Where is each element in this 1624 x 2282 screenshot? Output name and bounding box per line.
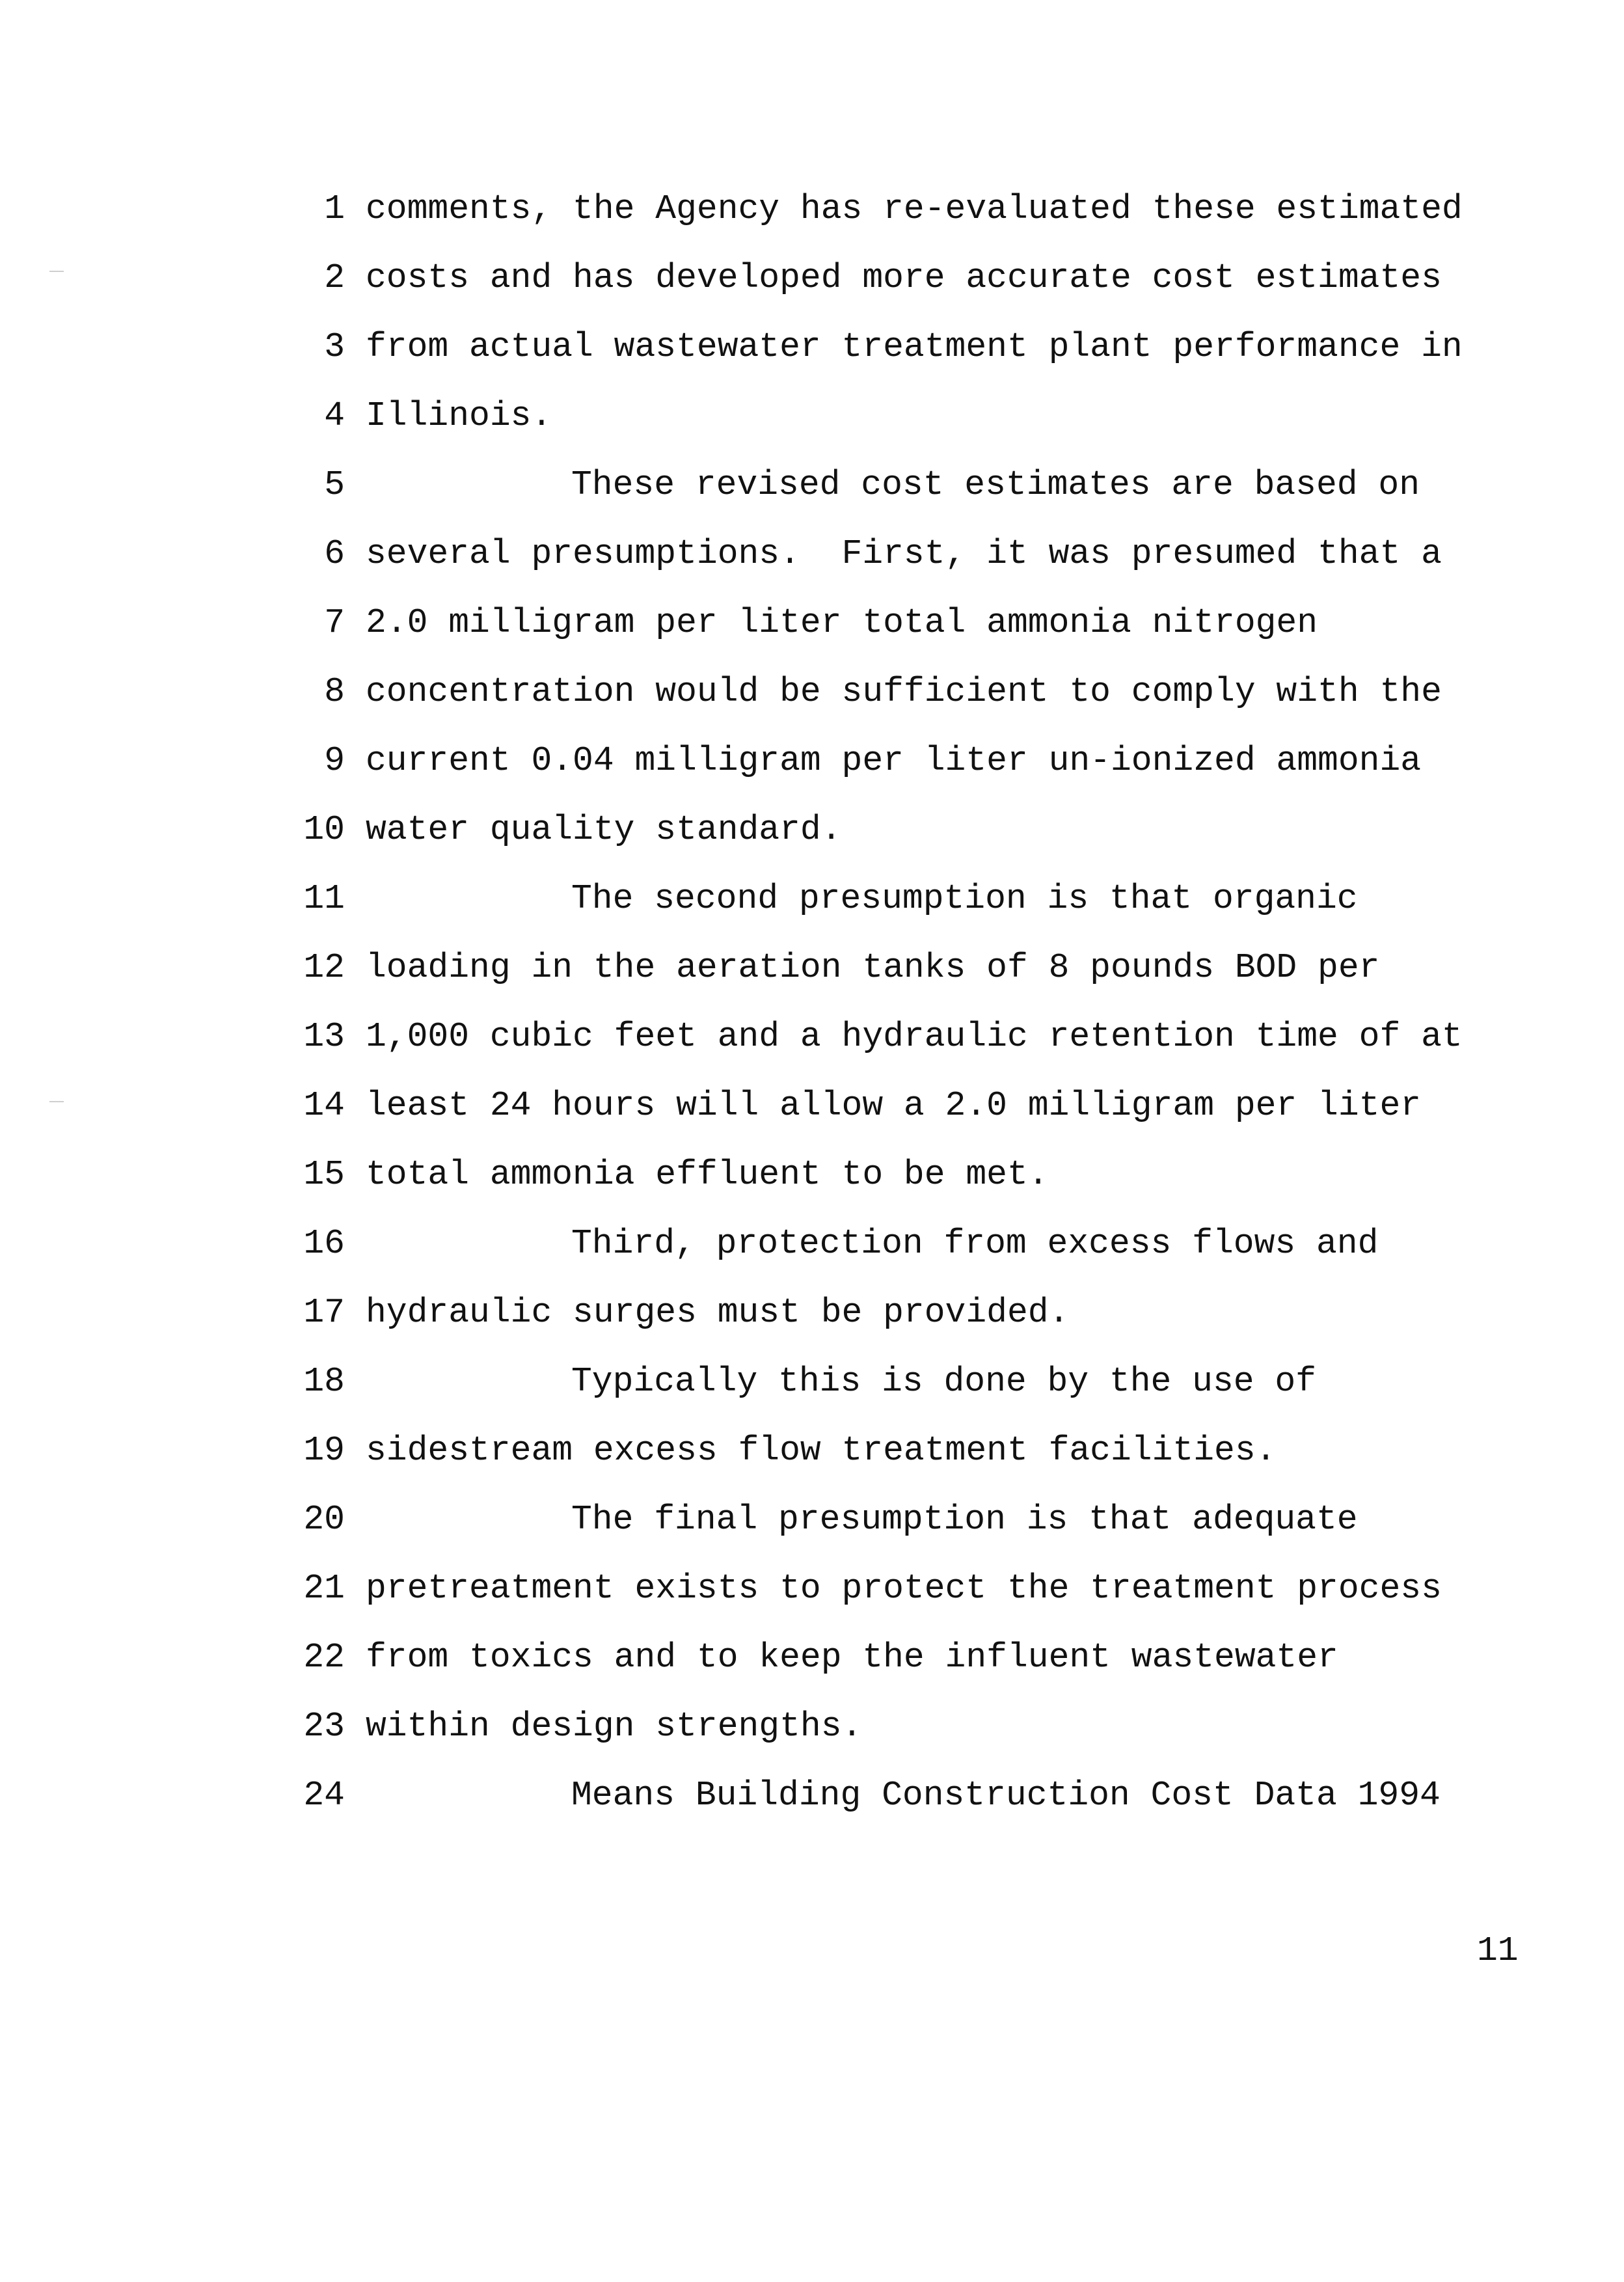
transcript-line <box>273 1011 1463 1063</box>
transcript-line <box>273 1700 862 1752</box>
line-text: water quality standard. <box>366 810 842 849</box>
transcript-line <box>273 942 1379 994</box>
line-text: current 0.04 milligram per liter un-ionized ammonia <box>366 741 1422 780</box>
line-number: 10 <box>303 810 345 849</box>
transcript-line <box>273 459 1420 511</box>
transcript-line <box>273 1769 1441 1821</box>
line-number: 1 <box>324 189 345 228</box>
line-number: 6 <box>324 534 345 573</box>
transcript-line <box>273 528 1442 580</box>
transcript-line <box>273 666 1442 718</box>
line-text: The second presumption is that organic <box>571 879 1358 918</box>
line-number: 2 <box>324 258 345 297</box>
line-number: 23 <box>303 1707 345 1746</box>
line-number: 8 <box>324 672 345 711</box>
line-text: comments, the Agency has re-evaluated these estimated <box>366 189 1463 228</box>
line-text: within design strengths. <box>366 1707 863 1746</box>
transcript-line <box>273 252 1442 304</box>
transcript-line <box>273 321 1463 373</box>
line-number: 3 <box>324 327 345 366</box>
margin-mark <box>49 1101 64 1102</box>
line-text: Third, protection from excess flows and <box>571 1224 1379 1263</box>
line-number: 21 <box>303 1569 345 1608</box>
transcript-line <box>273 1562 1442 1614</box>
margin-mark <box>49 271 64 272</box>
line-number: 13 <box>303 1017 345 1056</box>
line-text: costs and has developed more accurate cost estimates <box>366 258 1442 297</box>
line-number: 15 <box>303 1155 345 1194</box>
line-text: pretreatment exists to protect the treatment process <box>366 1569 1442 1608</box>
line-number: 20 <box>303 1500 345 1539</box>
transcript-line <box>273 1631 1338 1683</box>
page-number: 11 <box>1477 1931 1519 1970</box>
line-text: from toxics and to keep the influent wastewater <box>366 1638 1338 1677</box>
line-text: several presumptions. First, it was presumed that a <box>366 534 1442 573</box>
line-number: 5 <box>324 465 345 504</box>
line-number: 7 <box>324 603 345 642</box>
line-text: from actual wastewater treatment plant performance in <box>366 327 1463 366</box>
transcript-line <box>273 804 842 856</box>
line-number: 14 <box>303 1086 345 1125</box>
transcript-line <box>273 1424 1276 1476</box>
line-number: 4 <box>324 396 345 435</box>
line-text: loading in the aeration tanks of 8 pounds BOD per <box>366 948 1380 987</box>
line-text: 1,000 cubic feet and a hydraulic retention time of at <box>366 1017 1463 1056</box>
line-number: 12 <box>303 948 345 987</box>
line-number: 19 <box>303 1431 345 1470</box>
transcript-line <box>273 1493 1358 1545</box>
line-number: 24 <box>303 1776 345 1815</box>
transcript-line <box>273 390 552 442</box>
line-text: 2.0 milligram per liter total ammonia nitrogen <box>366 603 1318 642</box>
transcript-line <box>273 873 1358 925</box>
line-text: sidestream excess flow treatment facilities. <box>366 1431 1277 1470</box>
line-number: 17 <box>303 1293 345 1332</box>
transcript-line <box>273 183 1463 235</box>
line-text: These revised cost estimates are based on <box>571 465 1420 504</box>
transcript-line <box>273 1355 1316 1407</box>
transcript-line <box>273 1148 1049 1201</box>
transcript-line <box>273 1217 1378 1270</box>
line-text: Means Building Construction Cost Data 1994 <box>571 1776 1441 1815</box>
line-text: Typically this is done by the use of <box>571 1362 1316 1401</box>
line-number: 11 <box>303 879 345 918</box>
line-number: 16 <box>303 1224 345 1263</box>
line-text: The final presumption is that adequate <box>571 1500 1358 1539</box>
transcript-line <box>273 735 1421 787</box>
line-text: least 24 hours will allow a 2.0 milligram per liter <box>366 1086 1422 1125</box>
line-number: 22 <box>303 1638 345 1677</box>
line-text: concentration would be sufficient to comply with the <box>366 672 1442 711</box>
transcript-line <box>273 1286 1069 1338</box>
line-text: Illinois. <box>366 396 552 435</box>
line-text: total ammonia effluent to be met. <box>366 1155 1049 1194</box>
transcript-line <box>273 1080 1421 1132</box>
line-number: 9 <box>324 741 345 780</box>
line-text: hydraulic surges must be provided. <box>366 1293 1070 1332</box>
line-number: 18 <box>303 1362 345 1401</box>
transcript-line <box>273 597 1318 649</box>
